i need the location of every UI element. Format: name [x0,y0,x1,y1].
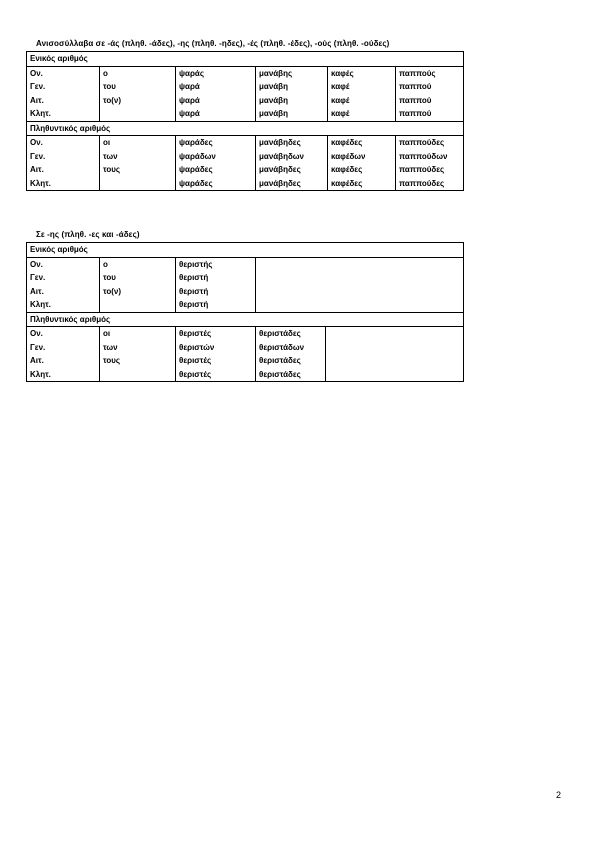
case-label: Κλητ. [30,369,51,379]
table-row [27,271,464,285]
noun-cell: καφέ [328,107,396,121]
noun-cell: θεριστή [176,271,256,285]
noun-cell: καφές [328,66,396,80]
article-cell: ο [100,257,176,271]
table1-body [27,52,464,191]
table-row [27,327,464,341]
section2-title: Σε -ης (πληθ. -ες και -άδες) [36,230,140,239]
article-cell: το(ν) [100,94,176,108]
case-label: Ον. [30,259,43,269]
empty-cell [326,285,464,299]
article-cell: των [100,150,176,164]
noun-cell: παππού [396,107,464,121]
empty-cell [326,298,464,312]
empty-cell [326,368,464,382]
noun-cell: μανάβηδες [256,177,328,191]
empty-cell [256,298,326,312]
article-cell: του [100,271,176,285]
empty-cell [256,271,326,285]
case-label: Κλητ. [30,300,51,309]
empty-cell [256,285,326,299]
noun-cell: μανάβηδες [256,163,328,177]
case-label: Αιτ. [30,286,44,296]
article-cell [100,298,176,312]
noun-cell: μανάβης [256,66,328,80]
declension-table-1 [26,51,464,191]
noun-cell: παππούδων [396,150,464,164]
case-label: Κλητ. [30,178,51,188]
table2-singular-header-row [27,243,464,258]
article-cell: οι [100,327,176,341]
noun-cell: καφέδες [328,177,396,191]
case-label: Γεν. [30,151,46,161]
noun-cell: μανάβη [256,94,328,108]
table-row [27,80,464,94]
empty-cell [326,354,464,368]
noun-cell: ψαράδες [176,177,256,191]
empty-cell [326,327,464,341]
noun-cell: καφέδες [328,163,396,177]
article-cell: των [100,341,176,355]
noun-cell: θεριστάδες [256,354,326,368]
case-label: Γεν. [30,273,46,282]
noun-cell: θεριστές [176,327,256,341]
table-row [27,150,464,164]
article-cell [100,368,176,382]
noun-cell: θεριστών [176,341,256,355]
noun-cell: μανάβη [256,107,328,121]
noun-cell: θεριστάδες [256,327,326,341]
noun-cell: παππούδες [396,177,464,191]
noun-cell: θεριστής [176,257,256,271]
section1-title: Ανισοσύλλαβα σε -άς (πληθ. -άδες), -ης (πληθ. -ηδες), -ές (πληθ. -έδες), -ούς (πληθ. -ούδες) [36,39,390,48]
case-label: Αιτ. [30,95,44,105]
noun-cell: καφέ [328,94,396,108]
noun-cell: θεριστάδες [256,368,326,382]
table-row [27,298,464,312]
table-row [27,66,464,80]
table1-singular-header-row [27,52,464,67]
noun-cell: ψαρά [176,80,256,94]
empty-cell [256,257,326,271]
empty-cell [326,271,464,285]
table-row [27,368,464,382]
table1-plural-header-row [27,121,464,136]
page-number: 2 [556,790,562,800]
noun-cell: καφέ [328,80,396,94]
noun-cell: παππού [396,80,464,94]
noun-cell: θεριστές [176,368,256,382]
noun-cell: μανάβη [256,80,328,94]
noun-cell: παππούς [396,66,464,80]
empty-cell [326,257,464,271]
noun-cell: ψαρά [176,107,256,121]
case-label: Γεν. [30,82,46,91]
article-cell: τους [100,163,176,177]
article-cell [100,177,176,191]
plural-header: Πληθυντικός αριθμός [27,121,464,136]
noun-cell: μανάβηδων [256,150,328,164]
case-label: Ον. [30,329,43,338]
article-cell: οι [100,136,176,150]
table-row [27,341,464,355]
table-row [27,94,464,108]
noun-cell: καφέδων [328,150,396,164]
table-row [27,354,464,368]
table-row [27,285,464,299]
table2-body [27,243,464,382]
plural-header: Πληθυντικός αριθμός [27,312,464,327]
singular-header: Ενικός αριθμός [27,243,464,258]
noun-cell: ψαράδες [176,136,256,150]
article-cell: ο [100,66,176,80]
article-cell: τους [100,354,176,368]
table-row [27,107,464,121]
case-label: Κλητ. [30,109,51,118]
case-label: Αιτ. [30,356,44,365]
noun-cell: παππού [396,94,464,108]
article-cell: το(ν) [100,285,176,299]
empty-cell [326,341,464,355]
table2-plural-header-row [27,312,464,327]
noun-cell: ψαρά [176,94,256,108]
noun-cell: ψαράς [176,66,256,80]
table-row [27,163,464,177]
case-label: Γεν. [30,342,46,352]
noun-cell: ψαράδες [176,163,256,177]
noun-cell: μανάβηδες [256,136,328,150]
case-label: Ον. [30,138,43,147]
noun-cell: θεριστάδων [256,341,326,355]
noun-cell: θεριστή [176,298,256,312]
singular-header: Ενικός αριθμός [27,52,464,67]
case-label: Ον. [30,68,43,78]
case-label: Αιτ. [30,165,44,174]
article-cell: του [100,80,176,94]
declension-table-2 [26,242,464,382]
table-row [27,136,464,150]
noun-cell: θεριστή [176,285,256,299]
noun-cell: παππούδες [396,163,464,177]
noun-cell: καφέδες [328,136,396,150]
noun-cell: ψαράδων [176,150,256,164]
noun-cell: παππούδες [396,136,464,150]
table-row [27,177,464,191]
article-cell [100,107,176,121]
noun-cell: θεριστές [176,354,256,368]
table-row [27,257,464,271]
